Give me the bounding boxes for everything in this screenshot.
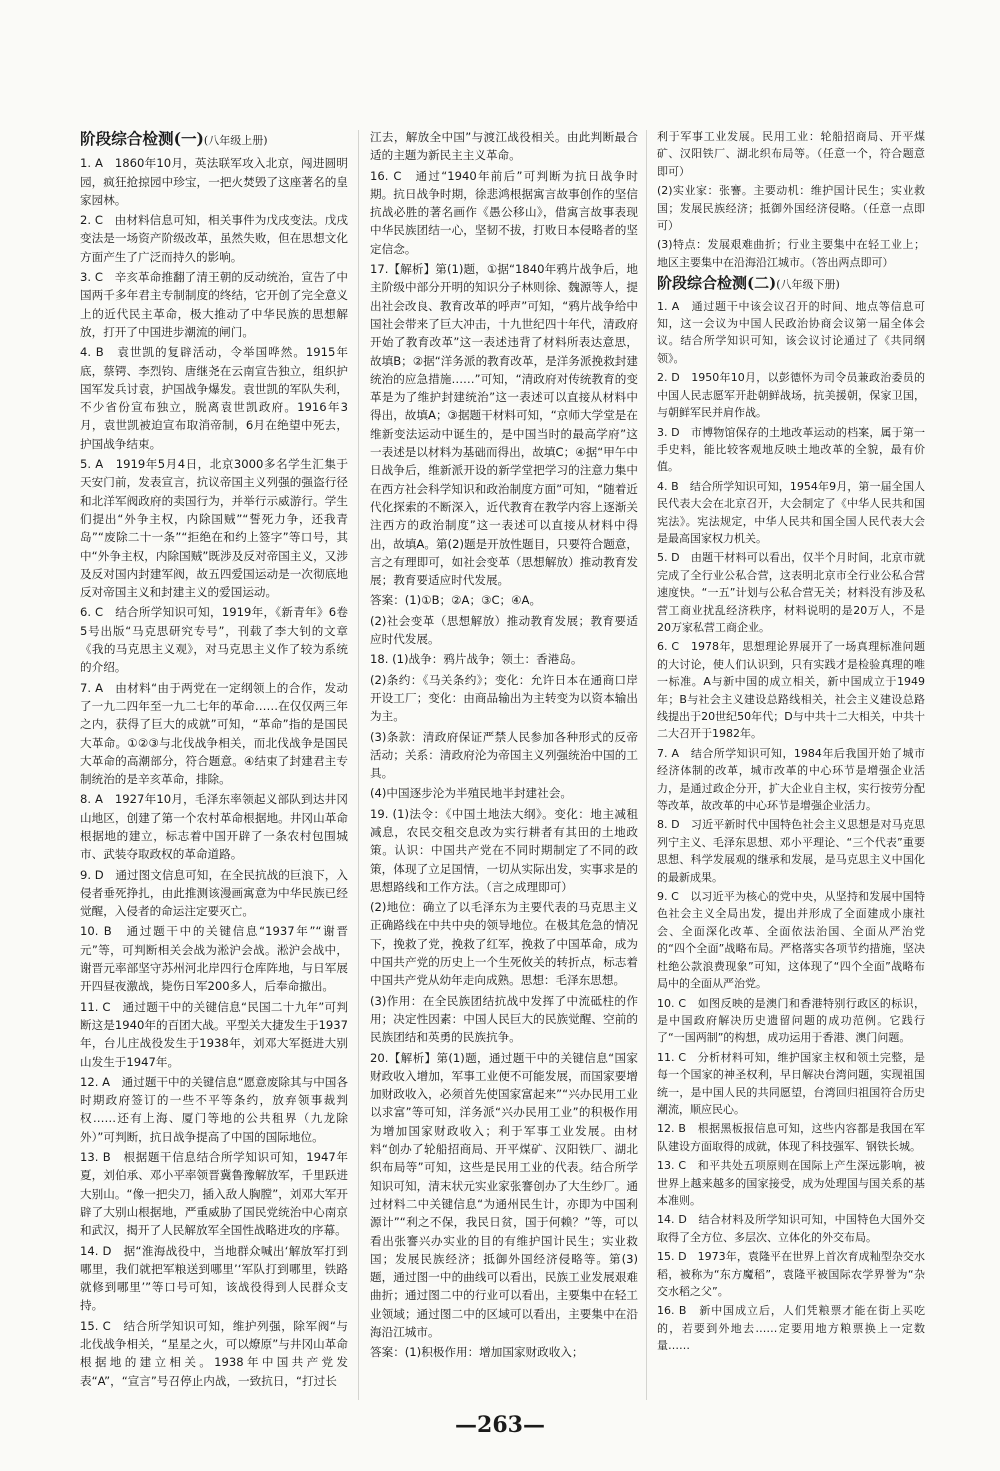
answer-item: 8. D 习近平新时代中国特色社会主义思想是对马克思列宁主义、毛泽东思想、邓小平理论、“三个代表”重要思想、科学发展观的继承和发展，是马克思主义中国化的最新成果。: [657, 818, 925, 884]
section-heading-1: [80, 128, 348, 152]
column-right: [657, 128, 925, 1357]
answer-item: 13. B 根据题干信息结合所学知识可知，1947年夏，刘伯承、邓小平率领晋冀鲁豫解放军，千里跃进大别山。“像一把尖刀，插入敌人胸膛”，刘邓大军开辟了大别山根据地，严重威胁了国民党统治中心南京和武汉，揭开了人民解放军全国性战略进攻的序幕。: [80, 1150, 348, 1238]
answer-item: (2)社会变革（思想解放）推动教育发展；教育要适应时代发展。: [370, 613, 638, 647]
answer-item: 3. D 市博物馆保存的土地改革运动的档案，属于第一手史料，能比较客观地反映土地改革的全貌，最有价值。: [657, 425, 925, 474]
answer-item: 19. (1)法令：《中国土地法大纲》。变化：地主减租减息，农民交租交息改为实行耕者有其田的土地政策。认识：中国共产党在不同时期制定了不同的政策，体现了立足国情，一切从实际出发，实事求是的思想路线和工作方法。（言之成理即可）: [370, 806, 638, 894]
section-heading-2: [657, 273, 925, 295]
answer-item: 12. B 根据黑板报信息可知，这些内容都是我国在军队建设方面取得的成就，体现了科技强军、钢铁长城。: [657, 1122, 925, 1153]
column-divider: [646, 130, 647, 1400]
answer-item: 13. C 和平共处五项原则在国际上产生深远影响，被世界上越来越多的国家接受，成为处理国与国关系的基本准则。: [657, 1159, 925, 1207]
answer-item: 14. D 结合材料及所学知识可知，中国特色大国外交取得了全方位、多层次、立体化的外交布局。: [657, 1213, 925, 1244]
answer-item: 6. C 结合所学知识可知，1919年，《新青年》6卷5号出版“马克思研究专号”，刊载了李大钊的文章《我的马克思主义观》，对马克思主义作了较为系统的介绍。: [80, 605, 348, 675]
section-title: 阶段综合检测(二): [657, 274, 777, 293]
column-left: [80, 128, 348, 1392]
page-number: —263—: [455, 1412, 545, 1438]
answer-item: 18. (1)战争：鸦片战争；领土：香港岛。: [370, 652, 583, 667]
answer-item: 8. A 1927年10月，毛泽东率领起义部队到达井冈山地区，创建了第一个农村革命根据地。井冈山革命根据地的建立，标志着中国开辟了一条农村包围城市、武装夺取政权的革命道路。: [80, 792, 348, 862]
answer-item: 2. D 1950年10月，以彭德怀为司令员兼政治委员的中国人民志愿军开赴朝鲜战场，抗美援朝，保家卫国，与朝鲜军民并肩作战。: [657, 371, 925, 420]
answer-item: (3)条款：清政府保证严禁人民参加各种形式的反帝活动；关系：清政府沦为帝国主义列强统治中国的工具。: [370, 729, 638, 781]
answer-item: 利于军事工业发展。民用工业：轮船招商局、开平煤矿、汉阳铁厂、湖北织布局等。（任意一个，符合题意即可）: [657, 130, 925, 178]
answer-item: 10. C 如图反映的是澳门和香港特别行政区的标识，是中国政府解决历史遗留问题的成功范例。它践行了“一国两制”的构想，成功运用于香港、澳门问题。: [657, 996, 925, 1045]
answer-item: (2)地位：确立了以毛泽东为主要代表的马克思主义正确路线在中共中央的领导地位。在极其危急的情况下，挽救了党，挽救了红军，挽救了中国革命，成为中国共产党的历史上一个生死攸关的转折点，标志着中国共产党从幼年走向成熟。思想：毛泽东思想。: [370, 900, 638, 988]
answer-item: 16. C 通过“1940年前后”可判断为抗日战争时期。抗日战争时期，徐悲鸿根据寓言故事创作的坚信抗战必胜的著名画作《愚公移山》，借寓言故事表现中华民族团结一心，坚韧不拔，打败日本侵略者的坚定信念。: [370, 168, 638, 256]
answer-item: 7. A 由材料“由于两党在一定纲领上的合作，发动了一九二四年至一九二七年的革命……在仅仅两三年之内，获得了巨大的成就”可知，“革命”指的是国民大革命。①②③与北伐战争相关，而北伐战争是国民大革命的高潮部分，符合题意。④结束了封建君主专制统治的是辛亥革命，排除。: [80, 680, 348, 787]
answer-item: 江去，解放全中国”与渡江战役相关。由此判断最合适的主题为新民主主义革命。: [370, 130, 638, 163]
column-middle: [370, 128, 638, 1364]
answer-item: 6. C 1978年，思想理论界展开了一场真理标准问题的大讨论，使人们认识到，只有实践才是检验真理的唯一标准。A与新中国的成立相关，新中国成立于1949年；B与社会主义建设总路线相关，社会主义建设总路线提出于20世纪50年代；D与中共十二大相关，中共十二大召开于1982年。: [657, 640, 925, 741]
answer-item: 5. A 1919年5月4日，北京3000多名学生汇集于天安门前，发表宣言，抗议帝国主义列强的强盗行径和北洋军阀政府的卖国行为，并举行示威游行。学生们提出“外争主权，内除国贼”“誓死力争，还我青岛”“废除二十一条”“拒绝在和约上签字”等口号，其中“外争主权，内除国贼”既涉及反对帝国主义，又涉及反对国内封建军阀，故五四爱国运动是一次彻底地反对帝国主义和封建主义的爱国运动。: [80, 457, 348, 600]
answer-item: 10. B 通过题干中的关键信息“1937年”“谢晋元”等，可判断相关会战为淞沪会战。淞沪会战中，谢晋元率部坚守苏州河北岸四行仓库阵地，与日军展开四昼夜激战，毙伤日军200多人，后奉命撤出。: [80, 924, 348, 994]
answer-item: 4. B 袁世凯的复辟活动，令举国哗然。1915年底，蔡锷、李烈钧、唐继尧在云南宣告独立，组织护国军发兵讨袁，护国战争爆发。袁世凯的军队失利，不少省份宣布独立，脱离袁世凯政府。1916年3月，袁世凯被迫宣布取消帝制，6月在绝望中死去，护国战争结束。: [80, 345, 348, 451]
answer-item: 11. C 分析材料可知，维护国家主权和领土完整，是每一个国家的神圣权利，早日解决台湾问题，实现祖国统一，是中国人民的共同愿望，台湾回归祖国符合历史潮流，顺应民心。: [657, 1050, 925, 1116]
section-grade: (八年级上册): [203, 134, 268, 147]
answer-item: 1. A 通过题干中该会议召开的时间、地点等信息可知，这一会议为中国人民政治协商会议第一届全体会议。结合所学知识可知，该会议讨论通过了《共同纲领》。: [657, 299, 925, 365]
answer-item: (2)条约：《马关条约》；变化：允许日本在通商口岸开设工厂；变化：由商品输出为主转变为以资本输出为主。: [370, 672, 638, 724]
answer-item: 7. A 结合所学知识可知，1984年后我国开始了城市经济体制的改革，城市改革的中心环节是增强企业活力，是通过政企分开，扩大企业自主权，实行按劳分配等改革，故改革的中心环节是增强企业活力。: [657, 746, 925, 813]
answer-item: 3. C 辛亥革命推翻了清王朝的反动统治，宣告了中国两千多年君主专制制度的终结，它开创了完全意义上的近代民主革命，极大推动了中华民族的思想解放，打开了中国进步潮流的闸门。: [80, 270, 348, 339]
answer-item: (4)中国逐步沦为半殖民地半封建社会。: [370, 786, 572, 801]
answer-item: (3)作用：在全民族团结抗战中发挥了中流砥柱的作用；决定性因素：中国人民巨大的民族觉醒、空前的民族团结和英勇的民族抗争。: [370, 993, 638, 1045]
answer-item: 20.【解析】第(1)题，通过题干中的关键信息“国家财政收入增加，军事工业便不可能发展，而国家要增加财政收入，必须首先使国家富起来”“兴办民用工业以求富”等可知，洋务派“兴办民用工业”的积极作用为增加国家财政收入；利于军事工业发展。由材料“创办了轮船招商局、开平煤矿、汉阳铁厂、湖北织布局等”可知，这些是民用工业的代表。结合所学知识可知，清末状元实业家张謇创办了大生纱厂。通过材料二中关键信息“为通州民生计，亦即为中国利源计”“利之不保，我民日贫，国于何赖？”等，可以看出张謇兴办实业的目的有维护国计民生；实业救国；发展民族经济；抵御外国经济侵略等。第(3)题，通过图一中的曲线可以看出，民族工业发展艰难曲折；通过图二中的行业可以看出，主要集中在轻工业领域；通过图二中的区域可以看出，主要集中在沿海沿江城市。: [370, 1050, 638, 1339]
column-divider: [358, 130, 359, 1400]
answer-item: 16. B 新中国成立后，人们凭粮票才能在街上买吃的，若要到外地去……定要用地方粮票换上一定数量……: [657, 1304, 925, 1353]
answer-item: 11. C 通过题干中的关键信息“民国二十九年”可判断这是1940年的百团大战。平型关大捷发生于1937年，台儿庄战役发生于1938年，刘邓大军挺进大别山发生于1947年。: [80, 999, 348, 1069]
answer-item: 答案：(1)①B；②A；③C；④A。: [370, 593, 542, 608]
answer-item: 15. C 结合所学知识可知，维护列强，除军阀“与北伐战争相关，“星星之火，可以燎原”与井冈山革命根据地的建立相关。1938年中国共产党发表“A”，“宣言”号召停止内战，一致抗日，“打过长: [80, 1318, 348, 1388]
section-grade: (八年级下册): [776, 278, 840, 292]
answer-item: 9. D 通过图文信息可知，在全民抗战的巨浪下，入侵者垂死挣扎，由此推测该漫画寓意为中华民族已经觉醒，入侵者的命运注定要灭亡。: [80, 867, 348, 919]
answer-item: 17.【解析】第(1)题，①据“1840年鸦片战争后，地主阶级中部分开明的知识分子林则徐、魏源等人，提出社会改良、教育改革的呼声”可知，“鸦片战争给中国社会带来了巨大冲击，十九世纪四十年代，清政府开始了教育改革”这一表述违背了材料所表达意思，故填B；②据“洋务派的教育改革，是洋务派挽救封建统治的应急措施……”可知，“清政府对传统教育的变革是为了维护封建统治”这一表述可以直接从材料中得出，故填A；③据题干材料可知，“京师大学堂是在维新变法运动中诞生的，是中国当时的最高学府”这一表述是以材料为基础而得出，故填C；④据“甲午中日战争后，维新派开设的新学堂把学习的注意力集中在西方社会科学知识和政治制度方面”可知，“随着近代化探索的不断深入，近代教育在教学内容上逐渐关注西方的政治制度”这一表述可以直接从材料中得出，故填A。第(2)题是开放性题目，只要符合题意，言之有理即可，如社会变革（思想解放）推动教育发展；教育要适应时代发展。: [370, 262, 638, 588]
answer-item: (3)特点：发展艰难曲折；行业主要集中在轻工业上；地区主要集中在沿海沿江城市。（答出两点即可）: [657, 238, 925, 269]
answer-item: 5. D 由题干材料可以看出，仅半个月时间，北京市就完成了全行业公私合营，这表明北京市全行业公私合营速度快。“一五”计划与公私合营无关；材料没有涉及私营工商业扰乱经济秩序，材料说明的是20万人，不是20万家私营工商企业。: [657, 551, 925, 634]
section-title: 阶段综合检测(一): [80, 129, 204, 148]
answer-item: 12. A 通过题干中的关键信息“愿意废除其与中国各时期政府签订的一些不平等条约，放弃领事裁判权……还有上海、厦门等地的公共租界（九龙除外）”可判断，抗日战争提高了中国的国际地位。: [80, 1074, 348, 1144]
answer-item: 2. C 由材料信息可知，相关事件为戊戌变法。戊戌变法是一场资产阶级改革，虽然失败，但在思想文化方面产生了广泛而持久的影响。: [80, 213, 348, 264]
answer-item: 15. D 1973年，袁隆平在世界上首次育成籼型杂交水稻，被称为“东方魔稻”，袁隆平被国际农学界誉为“杂交水稻之父”。: [657, 1250, 925, 1298]
answer-item: 4. B 结合所学知识可知，1954年9月，第一届全国人民代表大会在北京召开，大会制定了《中华人民共和国宪法》。宪法规定，中华人民共和国全国人民代表大会是最高国家权力机关。: [657, 479, 925, 545]
answer-item: 14. D 据“淮海战役中，当地群众喊出‘解放军打到哪里，我们就把军粮送到哪里’‘军队打到哪里，铁路就修到哪里’”等口号可知，该战役得到人民群众支持。: [80, 1243, 348, 1313]
answer-item: 答案：(1)积极作用：增加国家财政收入；: [370, 1345, 584, 1360]
answer-item: 1. A 1860年10月，英法联军攻入北京，闯进圆明园，疯狂抢掠园中珍宝，一把火焚毁了这座著名的皇家园林。: [80, 156, 348, 207]
answer-item: (2)实业家：张謇。主要动机：维护国计民生；实业救国；发展民族经济；抵御外国经济侵略。（任意一点即可）: [657, 184, 925, 233]
answer-item: 9. C 以习近平为核心的党中央，从坚持和发展中国特色社会主义全局出发，提出并形成了全面建成小康社会、全面深化改革、全面依法治国、全面从严治党的“四个全面”战略布局。严格落实各项节约措施，坚决杜绝公款浪费现象”可知，这体现了“四个全面”战略布局中的全面从严治党。: [657, 890, 925, 991]
